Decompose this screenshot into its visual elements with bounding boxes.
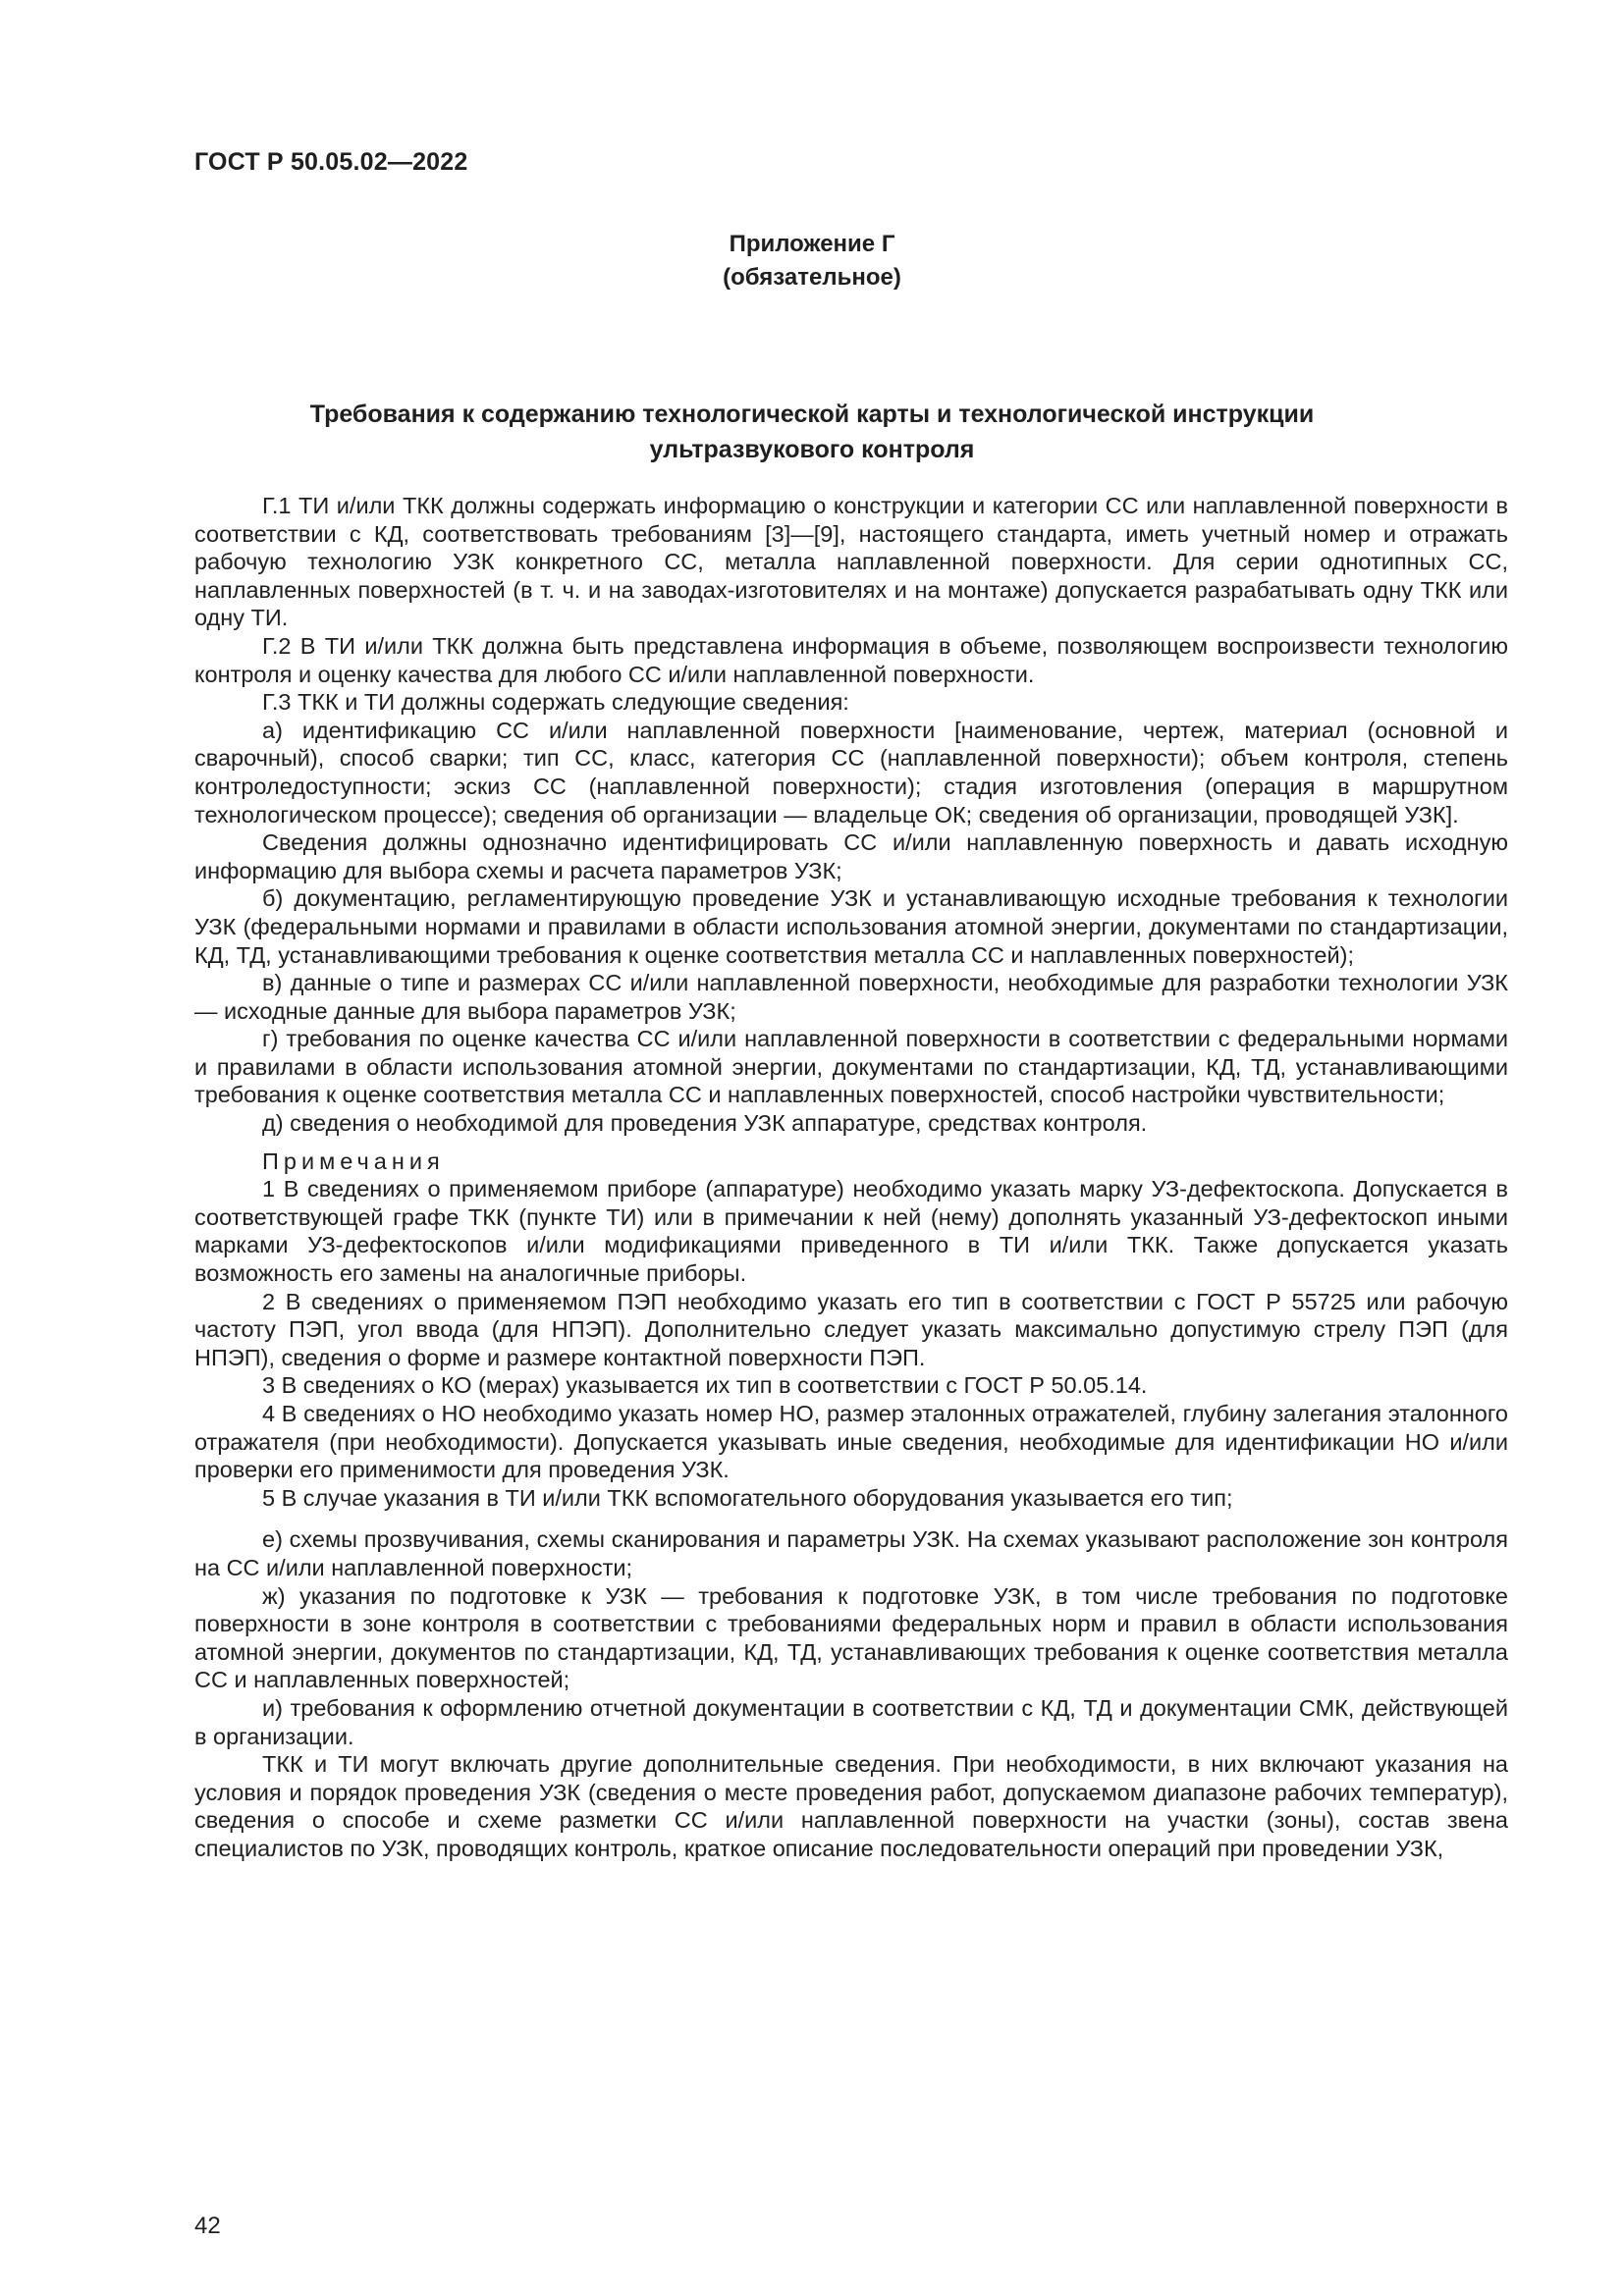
- list-item-i: и) требования к оформлению отчетной документации в соответствии с КД, ТД и документации СМК, действующей в организации.: [194, 1694, 1508, 1749]
- appendix-label: Приложение Г: [729, 231, 895, 257]
- notes-heading: Примечания: [262, 1148, 445, 1174]
- paragraph-g1: Г.1 ТИ и/или ТКК должны содержать информацию о конструкции и категории СС или наплавленной поверхности в соответствии с КД, соответствовать требованиям [3]—[9], настоящего стандарта, иметь учетный номер и отражать рабочую технологию УЗК конкретного СС, металла наплавленной поверхности. Для серии однотипных СС, наплавленных поверхностей (в т. ч. и на заводах-изготовителях и на монтаже) допускается разрабатывать одну ТКК или одну ТИ.: [194, 493, 1508, 631]
- appendix-title-line-1: Требования к содержанию технологической карты и технологической инструкции: [309, 400, 1315, 428]
- page-number: 42: [194, 2213, 221, 2239]
- note-5: 5 В случае указания в ТИ и/или ТКК вспомогательного оборудования указывается его тип;: [262, 1484, 1233, 1511]
- list-item-b: б) документацию, регламентирующую проведение УЗК и устанавливающую исходные требования к технологии УЗК (федеральными нормами и правилами в области использования атомной энергии, документами по стандартизации, КД, ТД, устанавливающими требования к оценке соответствия металла СС и наплавленных поверхностей);: [194, 885, 1508, 968]
- paragraph-additional-info: ТКК и ТИ могут включать другие дополнительные сведения. При необходимости, в них включают указания на условия и порядок проведения УЗК (сведения о месте проведения работ, допускаемом диапазоне рабочих температур), сведения о способе и схеме разметки СС и/или наплавленной поверхности на участки (зоны), состав звена специалистов по УЗК, проводящих контроль, краткое описание последовательности операций при проведении УЗК,: [194, 1751, 1508, 1861]
- paragraph-g3: Г.3 ТКК и ТИ должны содержать следующие сведения:: [262, 689, 849, 716]
- note-1: 1 В сведениях о применяемом приборе (аппаратуре) необходимо указать марку УЗ-дефектоскопа. Допускается в соответствующей графе ТКК (пункте ТИ) или в примечании к ней (нему) дополнять указанный УЗ-дефектоскоп иными марками УЗ-дефектоскопов и/или модификациями приведенного в ТИ и/или ТКК. Также допускается указать возможность его замены на аналогичные приборы.: [194, 1176, 1508, 1287]
- appendix-status: (обязательное): [723, 264, 901, 291]
- note-4: 4 В сведениях о НО необходимо указать номер НО, размер эталонных отражателей, глубину залегания эталонного отражателя (при необходимости). Допускается указывать иные сведения, необходимые для идентификации НО и/или проверки его применимости для проведения УЗК.: [194, 1401, 1508, 1483]
- note-3: 3 В сведениях о КО (мерах) указывается их тип в соответствии с ГОСТ Р 50.05.14.: [262, 1372, 1148, 1399]
- list-item-a-continuation: Сведения должны однозначно идентифицировать СС и/или наплавленную поверхность и давать исходную информацию для выбора схемы и расчета параметров УЗК;: [194, 829, 1508, 883]
- appendix-title: [236, 397, 1388, 467]
- document-body: [194, 492, 1508, 1863]
- document-number-header: ГОСТ Р 50.05.02—2022: [194, 148, 468, 176]
- paragraph-g2: Г.2 В ТИ и/или ТКК должна быть представлена информация в объеме, позволяющем воспроизвести технологию контроля и оценку качества для любого СС и/или наплавленной поверхности.: [194, 632, 1508, 687]
- list-item-zh: ж) указания по подготовке к УЗК — требования к подготовке УЗК, в том числе требования по подготовке поверхности в зоне контроля в соответствии с требованиями федеральных норм и правил в области использования атомной энергии, документов по стандартизации, КД, ТД, устанавливающих требования к оценке соответствия металла СС и наплавленных поверхностей;: [194, 1582, 1508, 1693]
- list-item-g: г) требования по оценке качества СС и/или наплавленной поверхности в соответствии с федеральными нормами и правилами в области использования атомной энергии, документами по стандартизации, КД, ТД, устанавливающими требования к оценке соответствия металла СС и наплавленных поверхностей, способ настройки чувствительности;: [194, 1026, 1508, 1108]
- note-2: 2 В сведениях о применяемом ПЭП необходимо указать его тип в соответствии с ГОСТ Р 55725 или рабочую частоту ПЭП, угол ввода (для НПЭП). Дополнительно следует указать максимально допустимую стрелу ПЭП (для НПЭП), сведения о форме и размере контактной поверхности ПЭП.: [194, 1288, 1508, 1370]
- appendix-title-line-2: ультразвукового контроля: [649, 436, 975, 463]
- list-item-d: д) сведения о необходимой для проведения УЗК аппаратуре, средствах контроля.: [262, 1110, 1148, 1137]
- appendix-heading: [0, 228, 1624, 294]
- list-item-v: в) данные о типе и размерах СС и/или наплавленной поверхности, необходимые для разработки технологии УЗК — исходные данные для выбора параметров УЗК;: [194, 970, 1508, 1024]
- list-item-e: е) схемы прозвучивания, схемы сканирования и параметры УЗК. На схемах указывают расположение зон контроля на СС и/или наплавленной поверхности;: [194, 1526, 1508, 1580]
- list-item-a: а) идентификацию СС и/или наплавленной поверхности [наименование, чертеж, материал (основной и сварочный), способ сварки; тип СС, класс, категория СС (наплавленной поверхности); объем контроля, степень контроледоступности; эскиз СС (наплавленной поверхности); стадия изготовления (операция в маршрутном технологическом процессе); сведения об организации — владельце ОК; сведения об организации, проводящей УЗК].: [194, 717, 1508, 828]
